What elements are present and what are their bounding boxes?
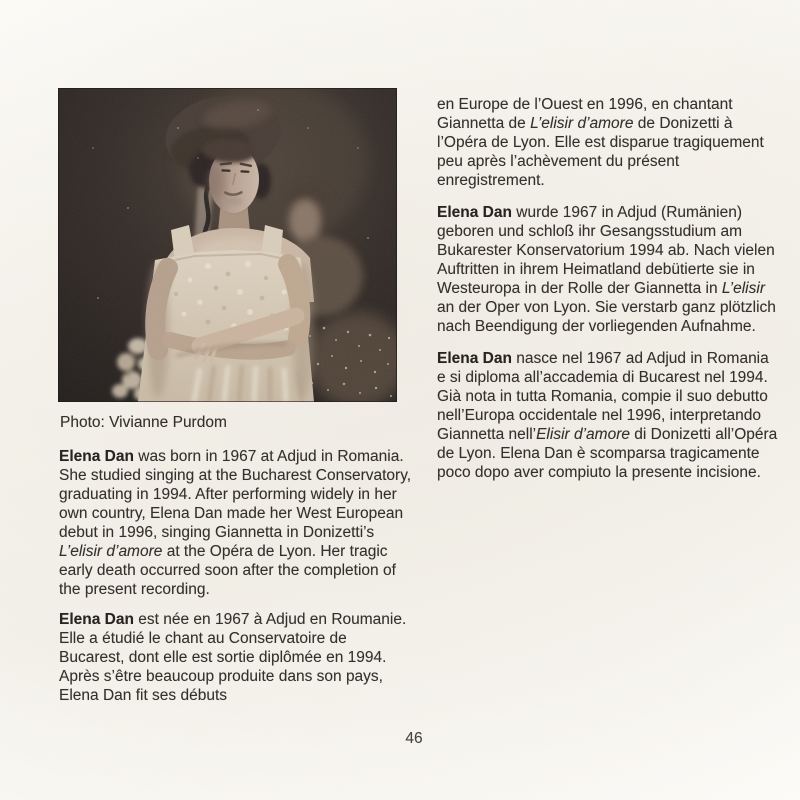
bio-english-name: Elena Dan <box>59 448 134 465</box>
left-column <box>59 447 413 716</box>
bio-german-name: Elena Dan <box>437 204 512 221</box>
opera-title: Elisir d’amore <box>536 426 630 443</box>
text-segment: at the Opéra de Lyon. Her tragic early death occurred soon after the completion of the present recording. <box>59 543 396 598</box>
stage-photo-image <box>58 88 397 402</box>
bio-french-name: Elena Dan <box>59 611 134 628</box>
photo-credit: Photo: Vivianne Purdom <box>60 414 227 431</box>
opera-title: L’elisir d’amore <box>530 115 634 132</box>
text-segment: an der Oper von Lyon. Sie verstarb ganz plötzlich nach Beendigung der vorliegenden Aufnahme. <box>437 299 776 335</box>
bio-french-continued <box>437 95 781 190</box>
text-segment: wurde 1967 in Adjud (Rumänien) geboren und schloß ihr Gesangsstudium am Bukarester Konservatorium 1994 ab. Nach vielen Auftritten in ihrem Heimatland debütierte sie in Westeuropa in der Rolle der Giannetta in <box>437 204 775 297</box>
text-segment: nasce nel 1967 ad Adjud in Romania e si diploma all’accademia di Bucarest nel 1994. Già nota in tutta Romania, compie il suo debutto nell’Europa occidentale nel 1996, interpretando Giannetta nell’ <box>437 350 769 443</box>
text-segment: est née en 1967 à Adjud en Roumanie. Elle a étudié le chant au Conservatoire de Bucarest, dont elle est sortie diplômée en 1994. Après s’être beaucoup produite dans son pays, Elena Dan fit ses débuts <box>59 611 407 704</box>
stage-photo <box>58 88 397 402</box>
text-segment: en Europe de l’Ouest en 1996, en chantant Giannetta de <box>437 96 733 132</box>
right-column <box>437 95 781 495</box>
bio-english <box>59 447 413 599</box>
bio-german <box>437 203 781 336</box>
bio-italian-name: Elena Dan <box>437 350 512 367</box>
bio-french <box>59 610 413 705</box>
text-segment: de Donizetti à l’Opéra de Lyon. Elle est disparue tragiquement peu après l’achèvement du présent enregistrement. <box>437 115 764 189</box>
bio-italian <box>437 349 781 482</box>
text-segment: was born in 1967 at Adjud in Romania. She studied singing at the Bucharest Conservatory, graduating in 1994. After performing widely in her own country, Elena Dan made her West European debut in 1996, singing Giannetta in Donizetti’s <box>59 448 412 541</box>
opera-title: L’elisir d’amore <box>59 543 163 560</box>
page-number: 46 <box>405 730 423 747</box>
opera-title: L’elisir <box>721 280 765 297</box>
text-segment: di Donizetti all’Opéra de Lyon. Elena Dan è scomparsa tragicamente poco dopo aver compiuto la presente incisione. <box>437 426 778 481</box>
